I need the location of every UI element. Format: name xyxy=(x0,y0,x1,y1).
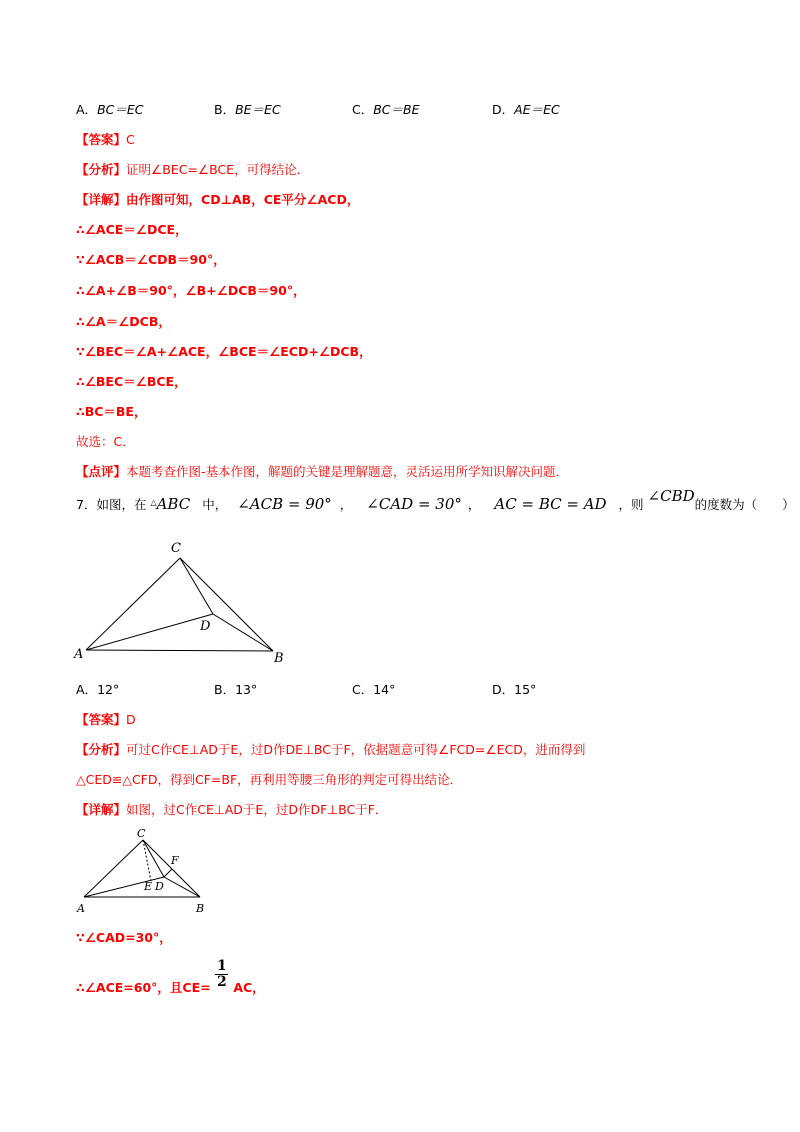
q7-line-cad: ∵∠CAD=30°， xyxy=(76,930,172,945)
q6-detail-line-7: ∴∠BEC＝∠BCE， xyxy=(76,374,187,389)
q6-comment: 【点评】本题考查作图-基本作图，解题的关键是理解题意，灵活运用所学知识解决问题． xyxy=(76,464,569,479)
q6-detail-line-3: ∵∠ACB＝∠CDB＝90°， xyxy=(76,252,226,267)
label2-e: E xyxy=(144,880,153,893)
q6-option-b: B．BE＝EC xyxy=(214,102,281,117)
label-a: A xyxy=(74,647,84,662)
fraction-one-half: $\frac{1}{2}$ xyxy=(216,958,227,990)
q7-answer: 【答案】D xyxy=(76,712,136,727)
label-b: B xyxy=(274,651,284,666)
q7-detail: 【详解】如图，过C作CE⊥AD于E，过D作DF⊥BC于F． xyxy=(76,802,388,817)
q6-detail-line-5: ∴∠A＝∠DCB， xyxy=(76,314,171,329)
label2-d: D xyxy=(155,880,164,893)
q7-line-ace: ∴∠ACE=60°，且CE= $\frac{1}{2}$ AC， xyxy=(76,958,265,995)
q7-option-c: C．14° xyxy=(352,682,396,697)
q6-detail-line-9: 故选：C． xyxy=(76,434,135,449)
q7-figure-triangle xyxy=(70,536,300,666)
q7-option-a: A．12° xyxy=(76,682,120,697)
q7-stem: 7．如图，在 △ABC 中， ∠ACB = 90° ， ∠CAD = 30° ， AC = BC = AD ，则 ∠CBD的度数为（ ） xyxy=(76,487,795,513)
label2-c: C xyxy=(137,827,146,840)
q7-analysis-line-2: △CED≌△CFD，得到CF=BF，再利用等腰三角形的判定可得出结论． xyxy=(76,772,463,787)
q6-detail-line-4: ∴∠A+∠B＝90°，∠B+∠DCB＝90°， xyxy=(76,283,306,298)
q7-option-d: D．15° xyxy=(492,682,537,697)
q6-detail-line-8: ∴BC＝BE， xyxy=(76,404,147,419)
label2-b: B xyxy=(196,902,205,915)
label2-a: A xyxy=(77,902,85,915)
label2-f: F xyxy=(171,854,179,867)
q7-analysis-line-1: 【分析】可过C作CE⊥AD于E，过D作DE⊥BC于F，依据题意可得∠FCD=∠ECD，进而得到 xyxy=(76,742,586,757)
label-c: C xyxy=(171,541,181,556)
q7-option-b: B．13° xyxy=(214,682,258,697)
q6-analysis: 【分析】证明∠BEC=∠BCE，可得结论． xyxy=(76,162,310,177)
q6-answer: 【答案】C xyxy=(76,132,135,147)
q6-option-c: C．BC＝BE xyxy=(352,102,420,117)
q6-detail-line-1: 【详解】由作图可知，CD⊥AB，CE平分∠ACD， xyxy=(76,192,360,207)
label-d: D xyxy=(200,619,211,634)
q6-option-a: A．BC＝EC xyxy=(76,102,144,117)
q6-detail-line-6: ∵∠BEC＝∠A+∠ACE，∠BCE＝∠ECD+∠DCB， xyxy=(76,344,372,359)
q6-detail-line-2: ∴∠ACE＝∠DCE， xyxy=(76,222,188,237)
q7-figure-construction xyxy=(74,824,214,918)
q6-option-d: D．AE＝EC xyxy=(492,102,560,117)
